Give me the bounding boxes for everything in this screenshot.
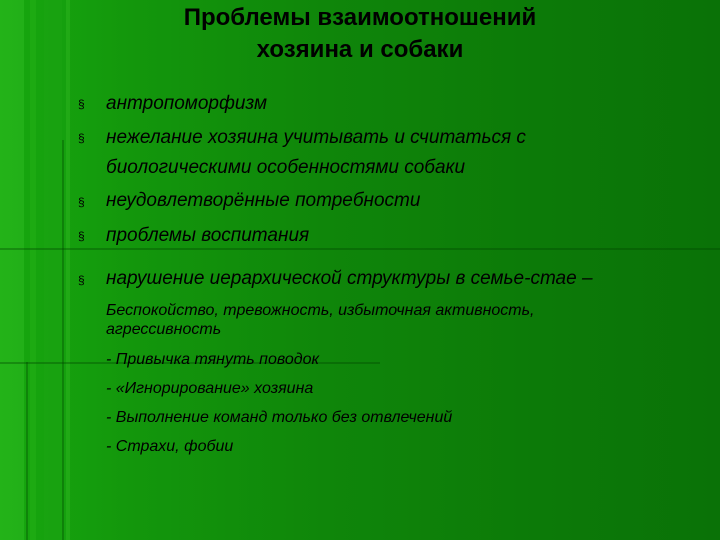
bullet-item-text: антропоморфизм [106,93,268,114]
sub-item-text: - «Игнорирование» хозяина [106,380,314,397]
bullet-item-text: проблемы воспитания [106,225,310,246]
decorative-stripe [44,0,62,540]
bullet-marker: § [78,195,85,209]
bullet-item-text: нарушение иерархической структуры в семье-стае – [106,268,593,289]
sub-item-text: агрессивность [106,321,222,338]
title-line-1: Проблемы взаимоотношений [183,4,537,31]
bullet-marker: § [78,97,85,111]
bullet-item-text-continued: биологическими особенностями собаки [106,157,466,178]
sub-item-text: - Страхи, фобии [106,438,234,455]
decorative-line [62,140,64,540]
decorative-line [26,362,28,540]
slide-title [0,2,720,66]
sub-item-text: Беспокойство, тревожность, избыточная активность, [106,302,535,319]
sub-item-text: - Выполнение команд только без отвлечений [106,409,453,426]
bullet-marker: § [78,273,85,287]
decorative-stripe [30,0,36,540]
decorative-stripe [66,0,70,540]
title-line-2: хозяина и собаки [256,36,464,63]
bullet-item-text: нежелание хозяина учитывать и считаться с [106,127,526,148]
bullet-item-text: неудовлетворённые потребности [106,190,421,211]
sub-item-text: - Привычка тянуть поводок [106,351,320,368]
decorative-stripe [0,0,24,540]
bullet-marker: § [78,131,85,145]
decorative-line [0,248,720,250]
bullet-marker: § [78,229,85,243]
